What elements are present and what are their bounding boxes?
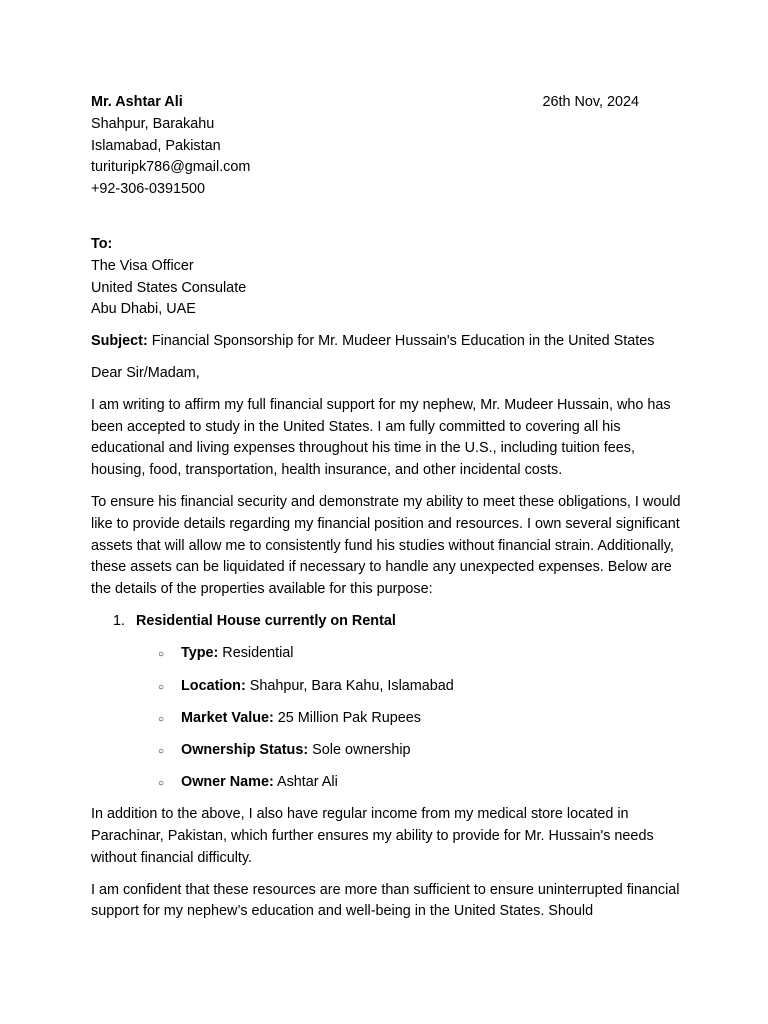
detail-value: Ashtar Ali [273, 774, 338, 791]
bullet-icon: ○ [158, 713, 165, 725]
property-details [136, 643, 681, 794]
recipient-line2: United States Consulate [91, 279, 247, 296]
detail-label: Location: [181, 677, 246, 694]
detail-market-value [136, 708, 681, 730]
detail-value: Sole ownership [308, 742, 411, 759]
detail-label: Owner Name: [181, 774, 274, 791]
sender-address-line2: Islamabad, Pakistan [91, 137, 221, 154]
subject-label: Subject: [91, 333, 148, 350]
sender-name: Mr. Ashtar Ali [91, 94, 183, 110]
paragraph-2: To ensure his financial security and demonstrate my ability to meet these obligations, I would like to provide details regarding my financial position and resources. I own several significant assets that will allow me to consistently fund his studies without financial strain. Additionally, these assets can be liquidated if necessary to handle any unexpected expenses. Below are the details of the properties available for this purpose: [91, 493, 681, 598]
detail-value: Shahpur, Bara Kahu, Islamabad [245, 677, 454, 694]
sender-address-line1: Shahpur, Barakahu [91, 115, 215, 132]
detail-label: Ownership Status: [181, 742, 309, 759]
bullet-icon: ○ [158, 778, 165, 790]
bullet-icon: ○ [158, 649, 165, 661]
detail-location [136, 676, 681, 698]
detail-type [136, 643, 681, 665]
detail-ownership-status [136, 740, 681, 762]
subject-line [91, 331, 681, 353]
paragraph-4: I am confident that these resources are more than sufficient to ensure uninterrupted financial support for my nephew’s education and well-being in the United States. Should [91, 881, 680, 920]
letter-header [91, 92, 681, 201]
recipient-block [91, 234, 681, 321]
detail-value: Residential [218, 645, 294, 662]
paragraph-3: In addition to the above, I also have regular income from my medical store located in Parachinar, Pakistan, which further ensures my ability to provide for Mr. Hussain's needs without financial difficulty. [91, 806, 654, 866]
detail-value: 25 Million Pak Rupees [273, 709, 421, 726]
detail-label: Type: [181, 645, 219, 662]
detail-owner-name [136, 772, 681, 794]
property-item [91, 611, 681, 794]
property-title: Residential House currently on Rental [136, 612, 396, 629]
recipient-label: To: [91, 235, 113, 252]
property-number: 1. [113, 612, 126, 629]
sender-email: turituripk786@gmail.com [91, 159, 251, 176]
subject-text: Financial Sponsorship for Mr. Mudeer Hussain's Education in the United States [147, 333, 655, 350]
bullet-icon: ○ [158, 681, 165, 693]
salutation: Dear Sir/Madam, [91, 364, 200, 381]
letter-page [91, 92, 681, 923]
sender-phone: +92-306-0391500 [91, 181, 206, 198]
recipient-line1: The Visa Officer [91, 257, 194, 274]
paragraph-1: I am writing to affirm my full financial support for my nephew, Mr. Mudeer Hussain, who has been accepted to study in the United States. I am fully committed to covering all his educational and living expenses throughout his time in the U.S., including tuition fees, housing, food, transportation, health insurance, and other incidental costs. [91, 396, 671, 479]
detail-label: Market Value: [181, 709, 274, 726]
letter-date: 26th Nov, 2024 [542, 94, 639, 110]
bullet-icon: ○ [158, 746, 165, 758]
property-list [91, 611, 681, 794]
recipient-line3: Abu Dhabi, UAE [91, 301, 196, 318]
